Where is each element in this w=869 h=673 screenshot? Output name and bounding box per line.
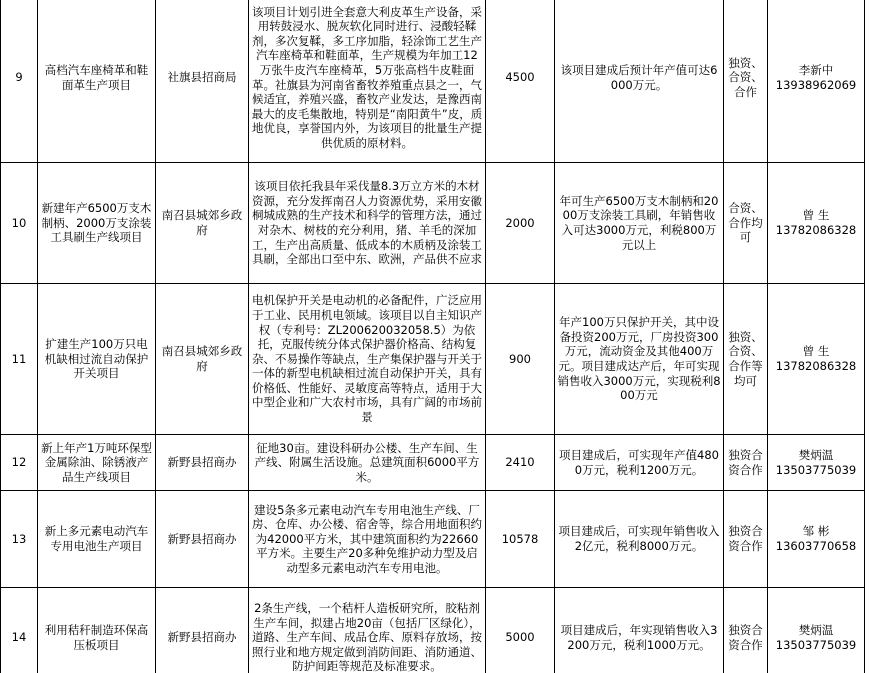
- table-row: [1, 284, 865, 435]
- table-row: [1, 163, 865, 284]
- investment-amount: 900: [486, 284, 555, 435]
- cooperation-mode: 独资合资合作: [724, 588, 768, 673]
- investment-amount: 2410: [486, 435, 555, 491]
- investment-amount: 10578: [486, 491, 555, 588]
- project-name: 新上年产1万吨环保型金属除油、除锈液产品生产线项目: [38, 435, 156, 491]
- contact-person: 曾 生: [802, 344, 830, 359]
- project-description: 建设5条多元素电动汽车专用电池生产线、厂房、仓库、办公楼、宿舍等，综合用地面积约为42000平方米，其中建筑面积约为22660平方米。主要生产20多种免维护动力型及启动型多元素电动汽车专用电池。: [249, 491, 486, 588]
- expected-benefit: 项目建成后，年实现销售收入3200万元，税利1000万元。: [555, 588, 724, 673]
- table-row: [1, 588, 865, 673]
- contact-cell: [768, 284, 865, 435]
- responsible-unit: 新野县招商办: [156, 588, 249, 673]
- table-row: [1, 0, 865, 163]
- project-description: 征地30亩。建设科研办公楼、生产车间、生产线、附属生活设施。总建筑面积6000平方米。: [249, 435, 486, 491]
- row-number: 11: [1, 284, 38, 435]
- row-number: 9: [1, 0, 38, 163]
- responsible-unit: 南召县城郊乡政府: [156, 163, 249, 284]
- project-name: 新建年产6500万支木制柄、2000万支涂装工具刷生产线项目: [38, 163, 156, 284]
- contact-phone: 13503775039: [775, 637, 857, 652]
- cooperation-mode: 合资、合作均可: [724, 163, 768, 284]
- investment-amount: 4500: [486, 0, 555, 163]
- project-name: 扩建生产100万只电机缺相过流自动保护开关项目: [38, 284, 156, 435]
- contact-cell: [768, 0, 865, 163]
- contact-person: 樊炳温: [798, 622, 834, 637]
- project-description: 该项目计划引进全套意大利皮革生产设备，采用转鼓浸水、脱灰软化同时进行、浸酸轻鞣剂，多次复鞣，多工序加脂，轻涂饰工艺生产汽车座椅革和鞋面革，生产规模为年加工12万张牛皮汽车座椅革，5万张高档牛皮鞋面革。社旗县为河南省畜牧养殖重点县之一，气候适宜，养殖兴盛，畜牧产业发达，是豫西南最大的皮毛集散地，特别是“南阳黄牛”皮，质地优良，享誉国内外，为该项目的批量生产提供优质的原材料。: [249, 0, 486, 163]
- project-name: 利用秸秆制造环保高压板项目: [38, 588, 156, 673]
- contact-person: 曾 生: [802, 208, 830, 223]
- contact-phone: 13603770658: [775, 539, 857, 553]
- cooperation-mode: 独资合资合作: [724, 435, 768, 491]
- contact-cell: [768, 491, 865, 588]
- project-description: 电机保护开关是电动机的必备配件，广泛应用于工业、民用机电领域。该项目以自主知识产权（专利号：ZL200620032058.5）为依托，克服传统分体式保护器价格高、结构复杂、不易操作等缺点，生产集保护器与开关于一体的新型电机缺相过流自动保护开关，具有价格低、性能好、灵敏度高等特点，适用于大中型企业和广大农村市场，具有广阔的市场前景: [249, 284, 486, 435]
- cooperation-mode: 独资、合资、合作: [724, 0, 768, 163]
- project-name: 新上多元素电动汽车专用电池生产项目: [38, 491, 156, 588]
- table-row: [1, 491, 865, 588]
- responsible-unit: 南召县城郊乡政府: [156, 284, 249, 435]
- contact-phone: 13782086328: [775, 223, 857, 237]
- table-row: [1, 435, 865, 491]
- project-name: 高档汽车座椅革和鞋面革生产项目: [38, 0, 156, 163]
- contact-person: 邹 彬: [802, 524, 830, 539]
- contact-phone: 13938962069: [775, 77, 857, 92]
- investment-amount: 2000: [486, 163, 555, 284]
- expected-benefit: 项目建成后，可实现年销售收入2亿元，税利8000万元。: [555, 491, 724, 588]
- contact-cell: [768, 435, 865, 491]
- expected-benefit: 年可生产6500万支木制柄和2000万支涂装工具刷，年销售收入可达3000万元，利税800万元以上: [555, 163, 724, 284]
- contact-person: 李新中: [798, 62, 834, 77]
- expected-benefit: 项目建成后，可实现年产值4800万元，税利1200万元。: [555, 435, 724, 491]
- contact-phone: 13503775039: [775, 462, 857, 477]
- cooperation-mode: 独资合资合作: [724, 491, 768, 588]
- responsible-unit: 新野县招商办: [156, 491, 249, 588]
- row-number: 12: [1, 435, 38, 491]
- responsible-unit: 社旗县招商局: [156, 0, 249, 163]
- expected-benefit: 年产100万只保护开关，其中设备投资200万元，厂房投资300万元，流动资金及其他400万元。项目建成达产后，年可实现销售收入3000万元，实现税利800万元: [555, 284, 724, 435]
- cooperation-mode: 独资、合资、合作等均可: [724, 284, 768, 435]
- project-description: 该项目依托我县年采伐量8.3万立方米的木材资源，充分发挥南召人力资源优势，采用安徽桐城成熟的生产技术和科学的管理方法，通过对杂木、树枝的充分利用，猪、羊毛的深加工，生产出高质量、低成本的木质柄及涂装工具刷，全部出口至中东、欧洲，产品供不应求: [249, 163, 486, 284]
- contact-cell: [768, 588, 865, 673]
- responsible-unit: 新野县招商办: [156, 435, 249, 491]
- contact-phone: 13782086328: [775, 359, 857, 373]
- project-description: 2条生产线，一个秸杆人造板研究所，胶粘剂生产车间，拟建占地20亩（包括厂区绿化），道路、生产车间、成品仓库、原料存放场，按照行业和地方规定做到消防间距、消防通道、防护间距等规范及标准要求。: [249, 588, 486, 673]
- investment-amount: 5000: [486, 588, 555, 673]
- row-number: 14: [1, 588, 38, 673]
- expected-benefit: 该项目建成后预计年产值可达6000万元。: [555, 0, 724, 163]
- row-number: 13: [1, 491, 38, 588]
- contact-cell: [768, 163, 865, 284]
- contact-person: 樊炳温: [798, 447, 834, 462]
- row-number: 10: [1, 163, 38, 284]
